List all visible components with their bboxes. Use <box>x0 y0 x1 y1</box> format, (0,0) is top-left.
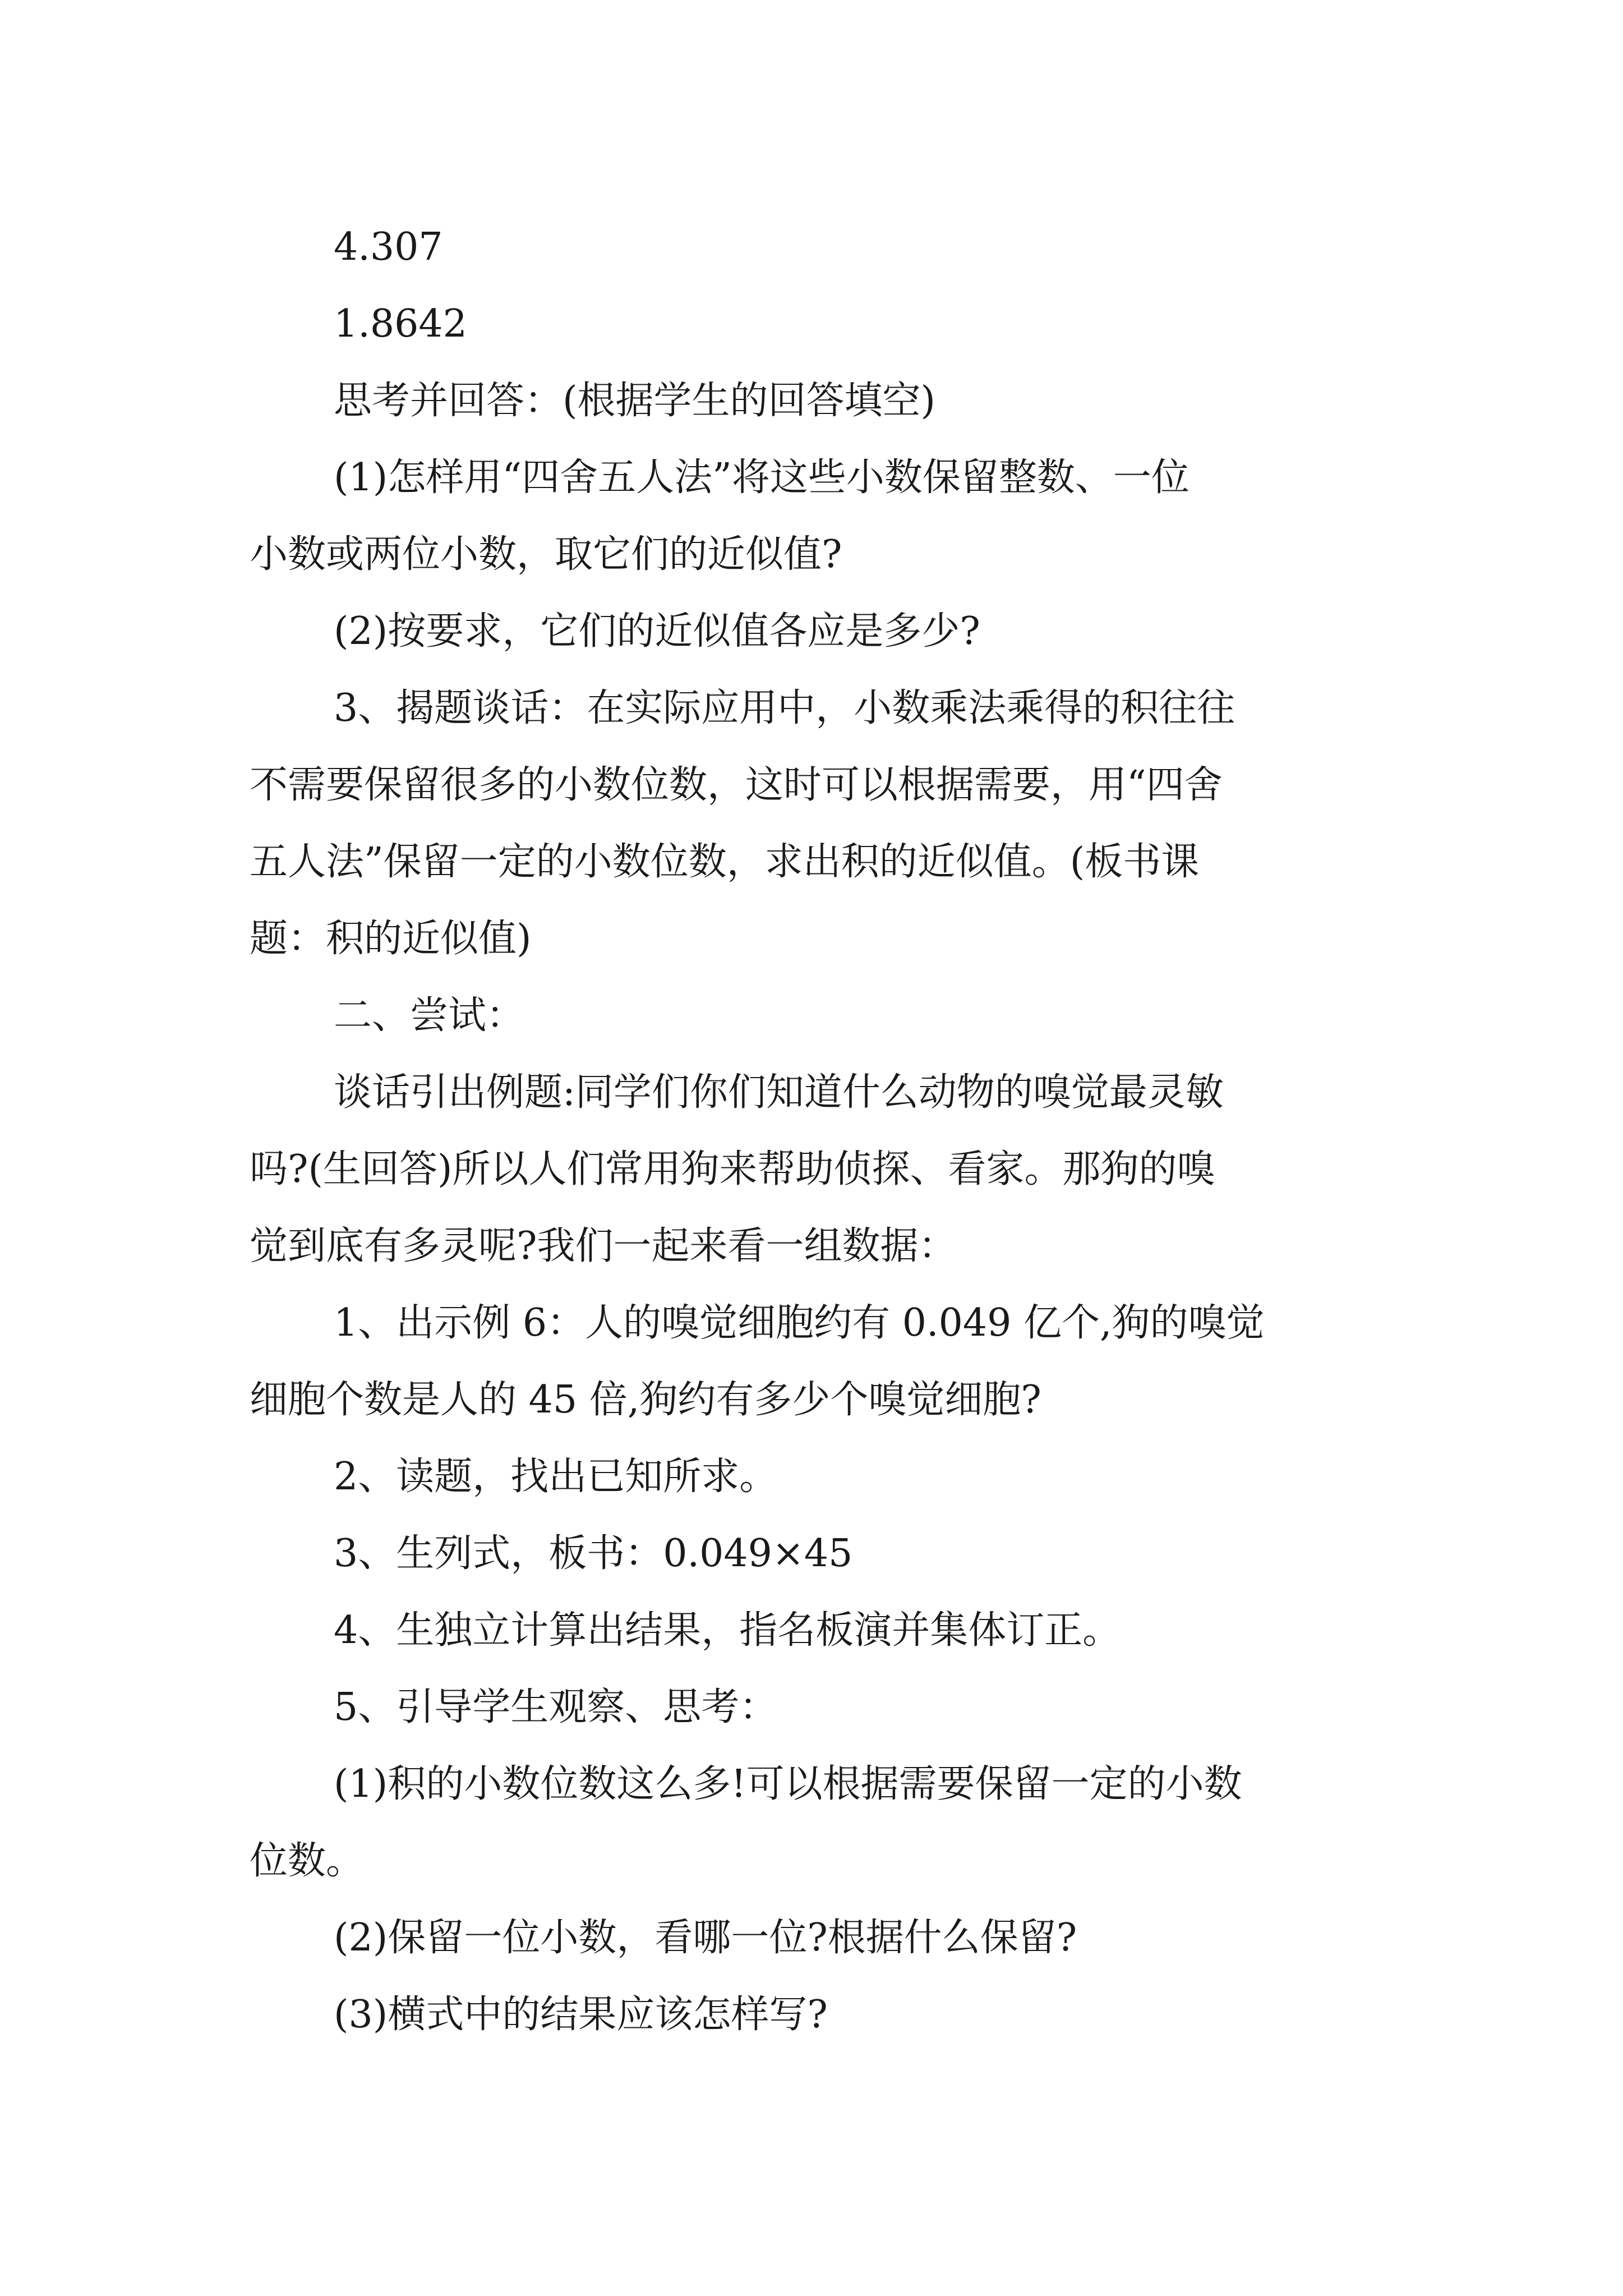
text-line: (2)保留一位小数，看哪一位?根据什么保留? <box>334 1916 1077 1960</box>
text-line: 3、揭题谈话：在实际应用中，小数乘法乘得的积往往 <box>334 686 1235 730</box>
text-line: 觉到底有多灵呢?我们一起来看一组数据： <box>250 1224 957 1268</box>
text-line: 5、引导学生观察、思考： <box>334 1685 778 1729</box>
text-line: (3)横式中的结果应该怎样写? <box>334 1993 828 2037</box>
text-line: 谈话引出例题:同学们你们知道什么动物的嗅觉最灵敏 <box>334 1070 1224 1115</box>
text-line: (1)怎样用“四舍五人法”将这些小数保留整数、一位 <box>334 455 1189 500</box>
section-heading: 二、尝试： <box>334 993 525 1038</box>
text-line: 3、生列式，板书：0.049×45 <box>334 1531 853 1576</box>
text-line: 1、出示例 6：人的嗅觉细胞约有 0.049 亿个,狗的嗅觉 <box>334 1301 1265 1345</box>
text-line: (1)积的小数位数这么多!可以根据需要保留一定的小数 <box>334 1762 1242 1806</box>
text-line: 4.307 <box>334 225 443 269</box>
text-line: 思考并回答：(根据学生的回答填空) <box>334 379 936 423</box>
text-line: 题：积的近似值) <box>250 917 532 961</box>
text-line: 五人法”保留一定的小数位数，求出积的近似值。(板书课 <box>250 840 1200 884</box>
text-line: 不需要保留很多的小数位数，这时可以根据需要，用“四舍 <box>250 763 1223 807</box>
text-line: 吗?(生回答)所以人们常用狗来帮助侦探、看家。那狗的嗅 <box>250 1147 1215 1191</box>
text-line: 2、读题，找出已知所求。 <box>334 1455 778 1499</box>
text-line: 1.8642 <box>334 302 467 346</box>
text-line: (2)按要求，它们的近似值各应是多少? <box>334 609 980 654</box>
document-body <box>250 209 1388 2053</box>
text-line: 细胞个数是人的 45 倍,狗约有多少个嗅觉细胞? <box>250 1378 1041 1422</box>
text-line: 位数。 <box>250 1839 365 1883</box>
text-line: 4、生独立计算出结果，指名板演并集体订正。 <box>334 1608 1121 1653</box>
text-line: 小数或两位小数，取它们的近似值? <box>250 532 842 577</box>
